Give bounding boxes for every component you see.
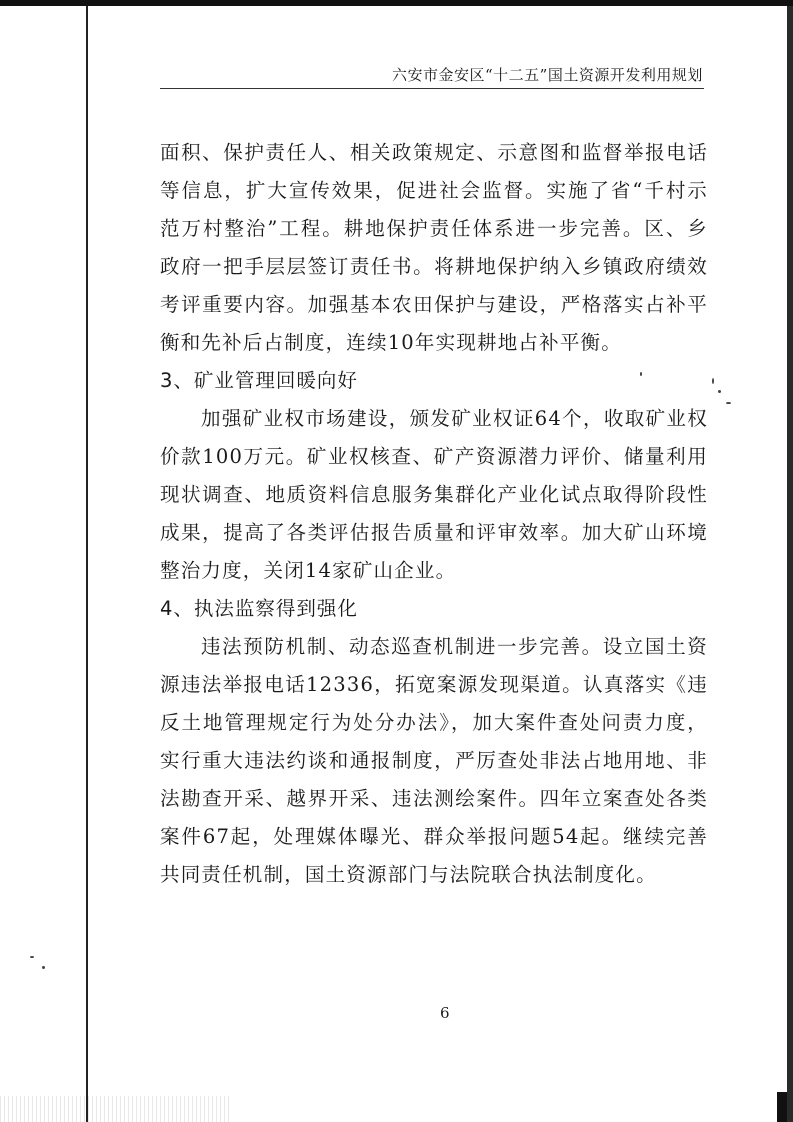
scan-border-left [86,6,88,1122]
scan-speck [712,378,714,384]
scan-speck [42,966,45,969]
scan-speck [718,390,721,393]
scan-speck [30,956,34,958]
section-heading-4: 4、执法监察得到强化 [160,597,358,620]
paragraph-continued: 面积、保护责任人、相关政策规定、示意图和监督举报电话等信息，扩大宣传效果，促进社会监督。实施了省“千村示范万村整治”工程。耕地保护责任体系进一步完善。区、乡政府一把手层层签订责任书。将耕地保护纳入乡镇政府绩效考评重要内容。加强基本农田保护与建设，严格落实占补平衡和先补后占制度，连续10年实现耕地占补平衡。 [160,141,708,354]
running-header: 六安市金安区“十二五”国土资源开发利用规划 [392,66,703,84]
scan-border-right [787,6,793,1122]
paragraph-section-4: 违法预防机制、动态巡查机制进一步完善。设立国土资源违法举报电话12336，拓宽案源发现渠道。认真落实《违反土地管理规定行为处分办法》，加大案件查处问责力度，实行重大违法约谈和通报制度，严厉查处非法占地用地、非法勘查开采、越界开采、违法测绘案件。四年立案查处各类案件67起，处理媒体曝光、群众举报问题54起。继续完善共同责任机制，国土资源部门与法院联合执法制度化。 [160,635,708,886]
scan-speck [726,402,731,404]
paragraph-section-3: 加强矿业权市场建设，颁发矿业权证64个，收取矿业权价款100万元。矿业权核查、矿产资源潜力评价、储量利用现状调查、地质资料信息服务集群化产业化试点取得阶段性成果，提高了各类评估报告质量和评审效率。加大矿山环境整治力度，关闭14家矿山企业。 [160,407,708,582]
scan-border-top [0,0,793,6]
header-divider [160,88,704,89]
scan-artifact-bottom-right [777,1092,787,1122]
section-heading-3: 3、矿业管理回暖向好 [160,369,358,392]
scan-noise-bottom-left [0,1096,230,1122]
document-body [160,134,708,894]
page-number: 6 [440,1004,450,1022]
